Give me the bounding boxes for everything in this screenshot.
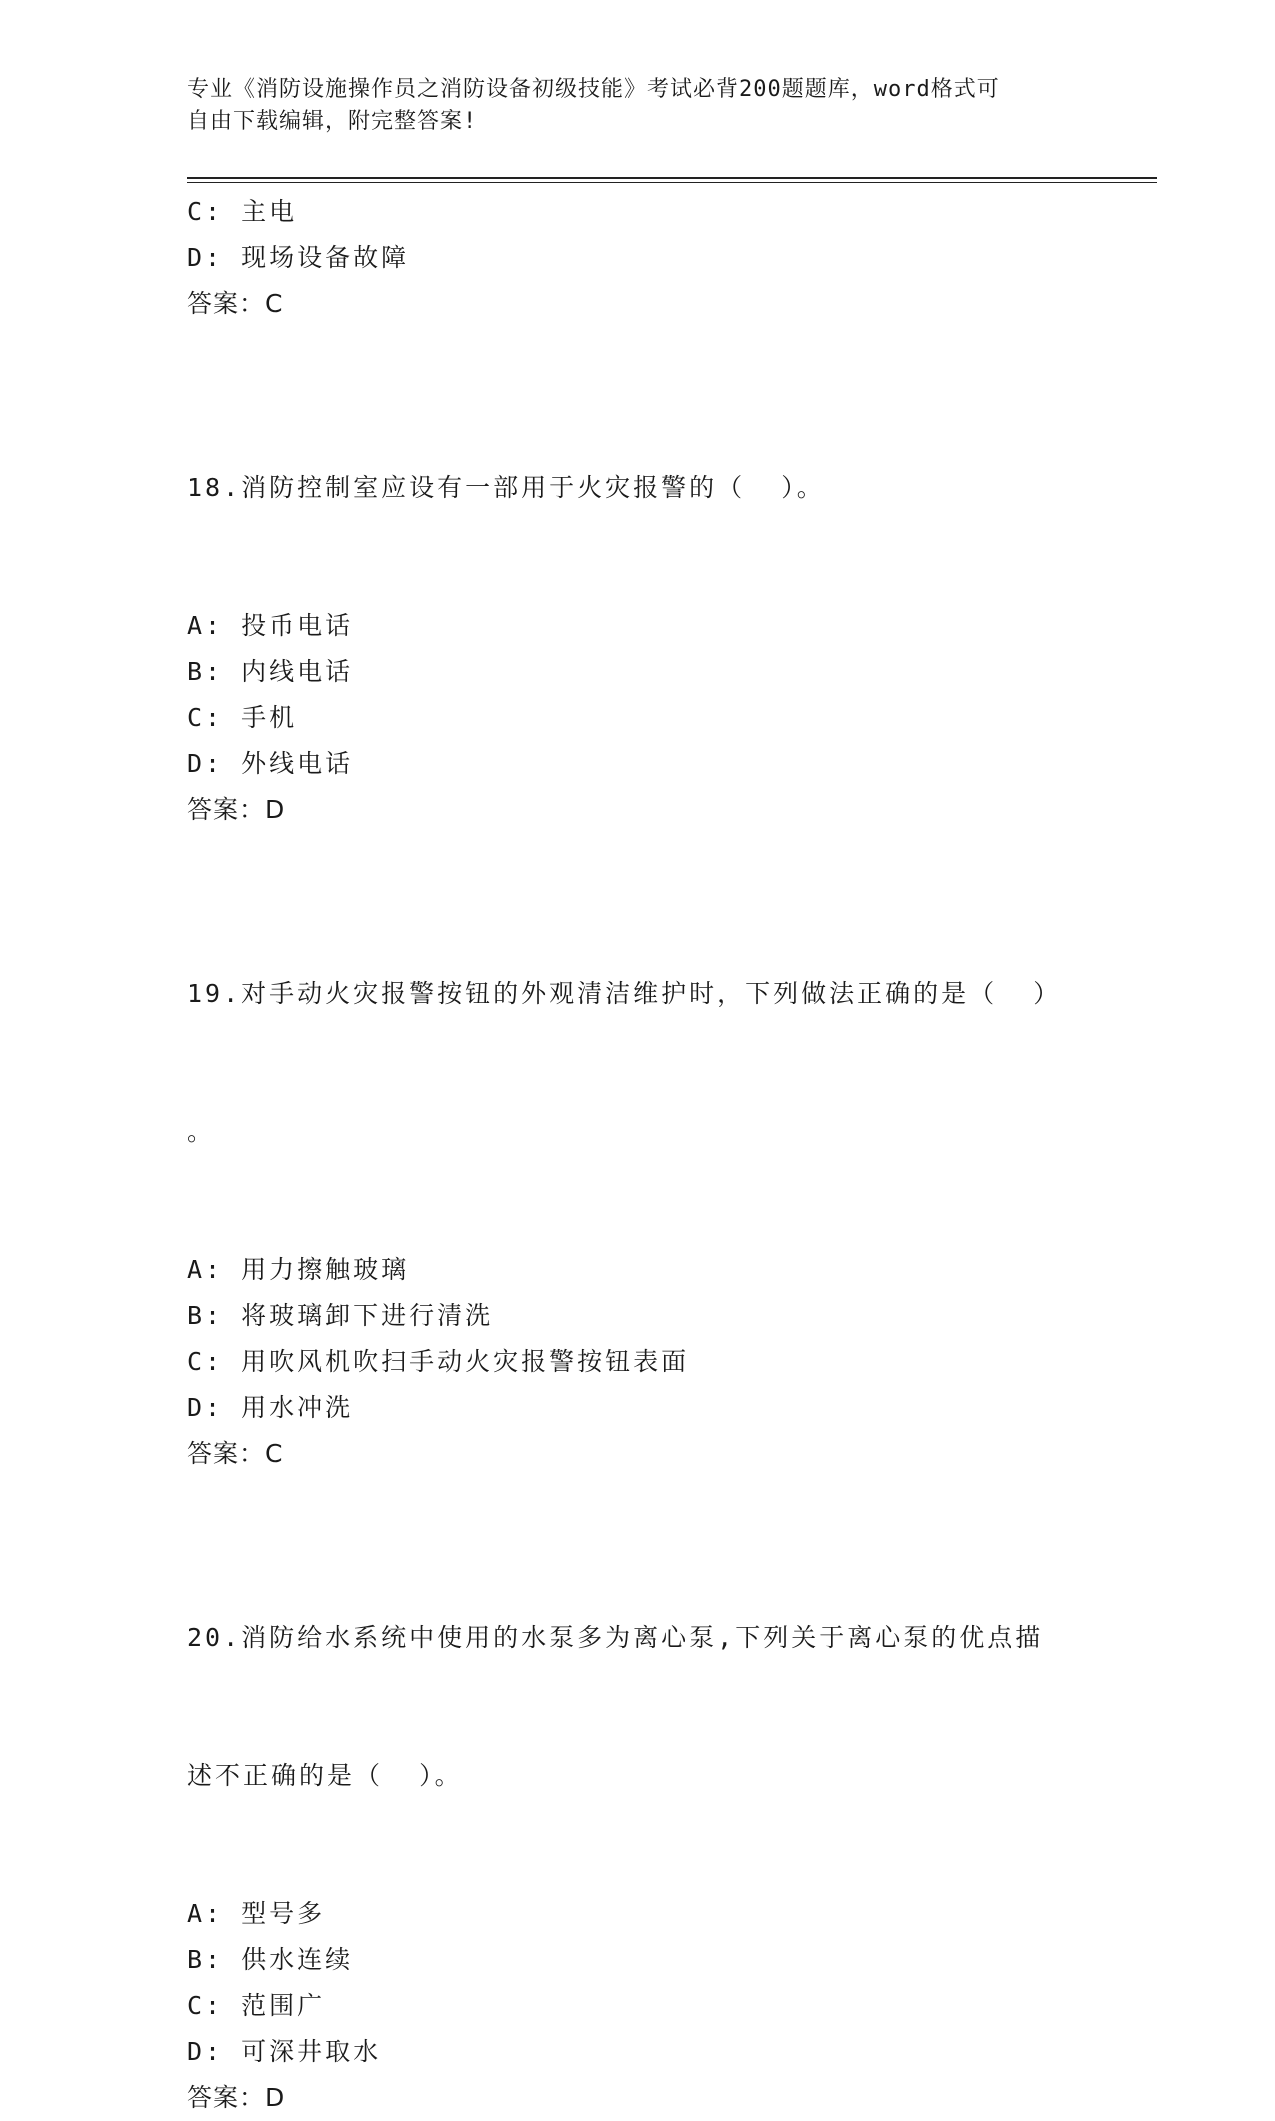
answer-line: 答案：C	[187, 289, 284, 318]
spacer	[187, 833, 1087, 879]
answer-line: 答案：D	[187, 795, 286, 824]
header-title-line-1: 专业《消防设施操作员之消防设备初级技能》考试必背200题题库，word格式可	[187, 77, 1000, 102]
answer-line: 答案：C	[187, 1439, 284, 1468]
option-b: B: 内线电话	[187, 657, 354, 686]
answer-line: 答案：D	[187, 2083, 286, 2112]
option-b: B: 将玻璃卸下进行清洗	[187, 1301, 494, 1330]
option-a: A: 用力擦触玻璃	[187, 1255, 410, 1284]
question-stem-line: 18.消防控制室应设有一部用于火灾报警的（ ）。	[187, 473, 825, 502]
question-stem-line: 。	[187, 1117, 216, 1146]
option-d: D: 用水冲洗	[187, 1393, 354, 1422]
option-b: B: 供水连续	[187, 1945, 354, 1974]
option-c: C: 手机	[187, 703, 298, 732]
option-c: C: 用吹风机吹扫手动火灾报警按钮表面	[187, 1347, 690, 1376]
question-19-stem	[187, 879, 1067, 1247]
option-c: C: 主电	[187, 197, 298, 226]
spacer	[187, 1477, 1087, 1523]
option-a: A: 投币电话	[187, 611, 354, 640]
spacer	[187, 327, 1087, 373]
question-stem-line: 19.对手动火灾报警按钮的外观清洁维护时，下列做法正确的是（ ）	[187, 979, 1062, 1008]
header-title-line-2: 自由下载编辑，附完整答案!	[187, 109, 478, 134]
header-divider-thin	[187, 182, 1157, 183]
question-stem-line: 述不正确的是（ ）。	[187, 1761, 463, 1790]
option-d: D: 外线电话	[187, 749, 354, 778]
header-divider-thick	[187, 177, 1157, 179]
question-20-stem	[187, 1523, 1067, 1891]
option-c: C: 范围广	[187, 1991, 326, 2020]
page-header	[187, 74, 1087, 138]
option-a: A: 型号多	[187, 1899, 326, 1928]
option-d: D: 可深井取水	[187, 2037, 382, 2066]
option-d: D: 现场设备故障	[187, 243, 410, 272]
question-stem-line: 20.消防给水系统中使用的水泵多为离心泵,下列关于离心泵的优点描	[187, 1623, 1044, 1652]
question-18-stem	[187, 373, 1067, 603]
question-content	[187, 189, 1087, 2121]
